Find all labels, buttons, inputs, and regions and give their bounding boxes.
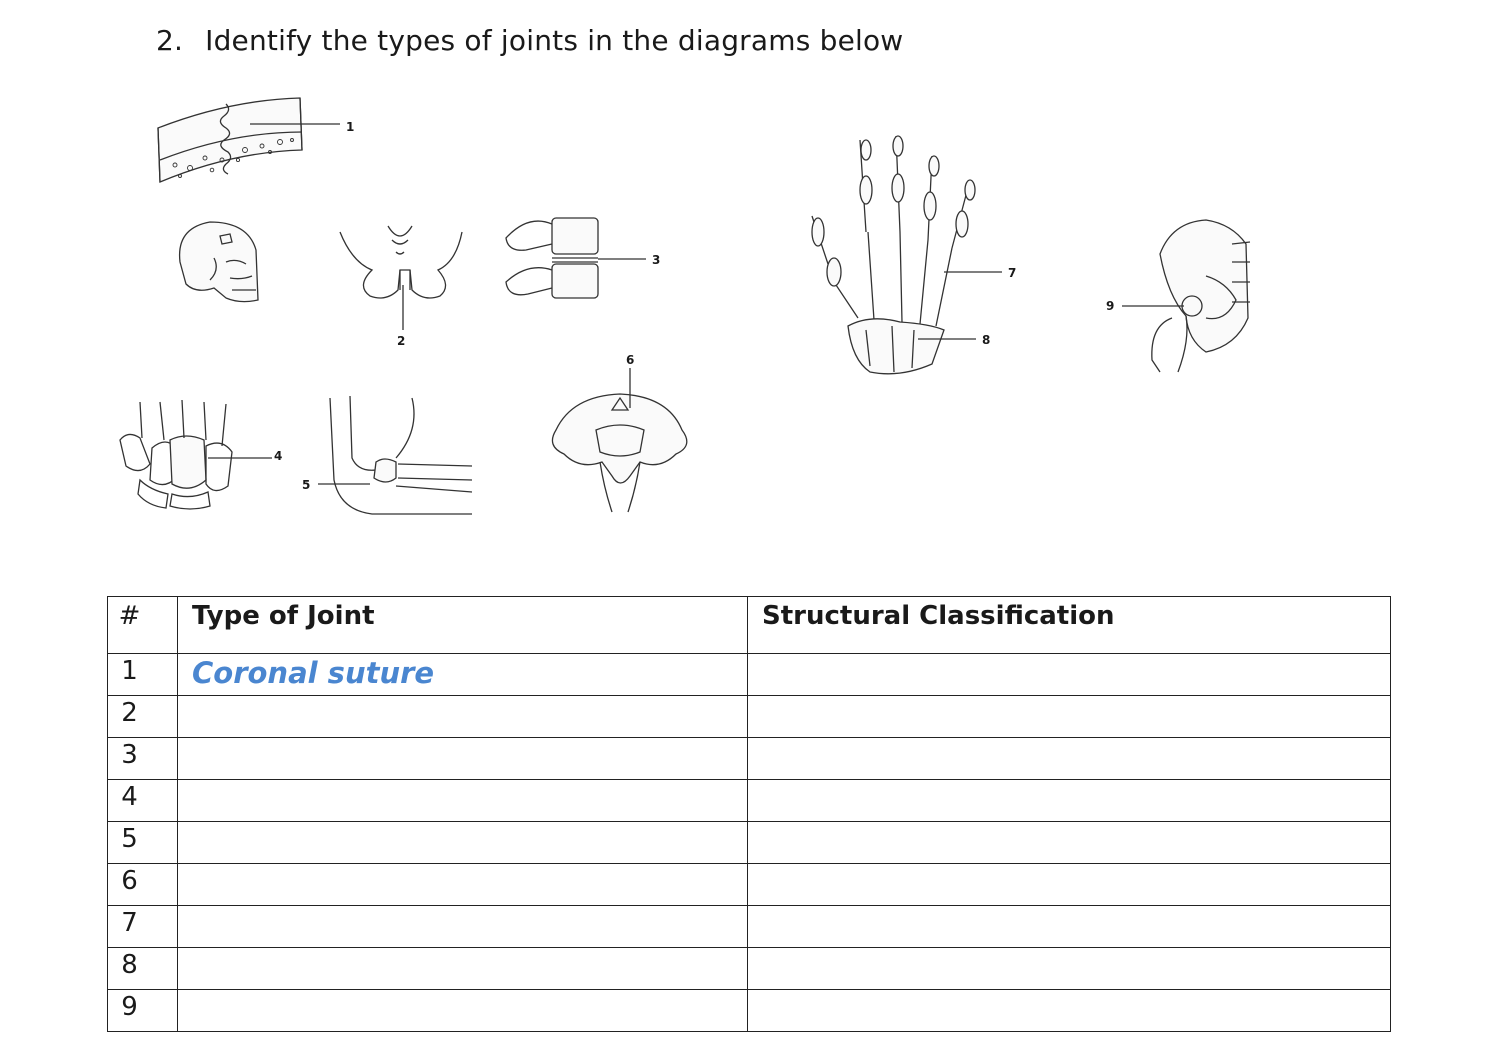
wrist-illustration xyxy=(120,400,272,509)
table-row xyxy=(108,780,1391,822)
question-text: Identify the types of joints in the diagrams below xyxy=(205,24,904,57)
callout-8: 8 xyxy=(982,333,991,347)
atlas-axis-illustration xyxy=(552,368,686,512)
table-row xyxy=(108,948,1391,990)
hand-skeleton-illustration xyxy=(812,136,1002,374)
callout-2: 2 xyxy=(397,334,406,348)
joint-table xyxy=(107,596,1391,1032)
hip-illustration xyxy=(1122,220,1250,372)
classification-cell[interactable] xyxy=(748,696,1391,738)
table-row xyxy=(108,822,1391,864)
classification-cell[interactable] xyxy=(748,822,1391,864)
type-of-joint-cell[interactable] xyxy=(178,738,748,780)
type-of-joint-cell[interactable] xyxy=(178,906,748,948)
type-of-joint-cell[interactable] xyxy=(178,864,748,906)
classification-cell[interactable] xyxy=(748,654,1391,696)
type-of-joint-cell[interactable]: Coronal suture xyxy=(178,654,748,696)
row-number: 4 xyxy=(108,780,178,822)
row-number: 6 xyxy=(108,864,178,906)
classification-cell[interactable] xyxy=(748,738,1391,780)
callout-1: 1 xyxy=(346,120,355,134)
callout-6: 6 xyxy=(626,353,635,367)
vertebrae-illustration xyxy=(506,218,646,298)
type-of-joint-cell[interactable] xyxy=(178,948,748,990)
row-number: 7 xyxy=(108,906,178,948)
callout-4: 4 xyxy=(274,449,283,463)
table-row xyxy=(108,738,1391,780)
type-of-joint-cell[interactable] xyxy=(178,696,748,738)
row-number: 2 xyxy=(108,696,178,738)
classification-cell[interactable] xyxy=(748,780,1391,822)
classification-cell[interactable] xyxy=(748,990,1391,1032)
classification-cell[interactable] xyxy=(748,864,1391,906)
type-of-joint-cell[interactable] xyxy=(178,822,748,864)
row-number: 5 xyxy=(108,822,178,864)
skull-illustration xyxy=(180,222,258,302)
table-row xyxy=(108,906,1391,948)
callout-9: 9 xyxy=(1106,299,1115,313)
classification-cell[interactable] xyxy=(748,906,1391,948)
table-row xyxy=(108,696,1391,738)
header-type-of-joint: Type of Joint xyxy=(178,597,748,654)
callout-5: 5 xyxy=(302,478,311,492)
table-row xyxy=(108,990,1391,1032)
elbow-illustration xyxy=(318,396,472,514)
type-of-joint-cell[interactable] xyxy=(178,990,748,1032)
header-structural-classification: Structural Classification xyxy=(748,597,1391,654)
pelvis-illustration xyxy=(340,226,462,330)
classification-cell[interactable] xyxy=(748,948,1391,990)
table-header-row xyxy=(108,597,1391,654)
table-row xyxy=(108,654,1391,696)
type-of-joint-cell[interactable] xyxy=(178,780,748,822)
question-number: 2. xyxy=(156,24,184,57)
callout-3: 3 xyxy=(652,253,661,267)
callout-7: 7 xyxy=(1008,266,1017,280)
table-row xyxy=(108,864,1391,906)
row-number: 9 xyxy=(108,990,178,1032)
row-number: 3 xyxy=(108,738,178,780)
suture-slab-illustration xyxy=(158,98,340,182)
header-number: # xyxy=(108,597,178,654)
row-number: 1 xyxy=(108,654,178,696)
row-number: 8 xyxy=(108,948,178,990)
